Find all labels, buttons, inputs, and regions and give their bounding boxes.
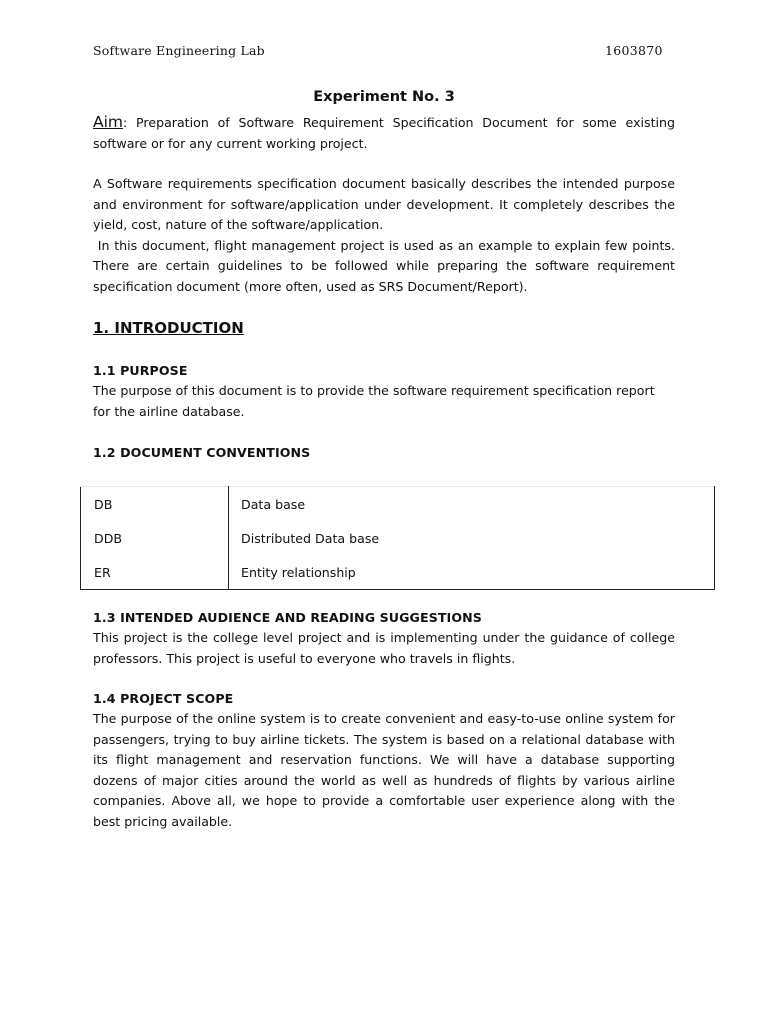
table-row (81, 555, 715, 590)
table-cell-meaning: Distributed Data base (241, 530, 380, 546)
intro-paragraph (93, 174, 680, 297)
header-course: Software Engineering Lab (93, 43, 265, 58)
aim-label: Aim (93, 113, 124, 131)
aim-paragraph (93, 112, 675, 154)
subheading-document-conventions: 1.2 DOCUMENT CONVENTIONS (93, 445, 311, 460)
page-title: Experiment No. 3 (313, 89, 455, 105)
table-row (81, 487, 715, 522)
section-heading-introduction: 1. INTRODUCTION (93, 319, 244, 337)
header-roll-number: 1603870 (605, 43, 663, 58)
subheading-purpose: 1.1 PURPOSE (93, 363, 188, 378)
table-cell-abbr: ER (81, 555, 229, 590)
table-cell-abbr: DB (81, 487, 229, 522)
purpose-text: The purpose of this document is to provide the software requirement specification report for the airline database. (93, 383, 655, 419)
table-row (81, 521, 715, 555)
subheading-intended-audience: 1.3 INTENDED AUDIENCE AND READING SUGGESTIONS (93, 610, 482, 625)
intro-paragraph-line2: In this document, flight management project is used as an example to explain few points. There are certain guidelines to be followed while preparing the software requirement specification document (more often, used as SRS Document/Report). (93, 237, 680, 294)
table-cell-abbr: DDB (81, 521, 229, 555)
table-cell-meaning: Entity relationship (241, 564, 356, 580)
scope-text: The purpose of the online system is to create convenient and easy-to-use online system for passengers, trying to buy airline tickets. The system is based on a relational database with its flight management and reservation functions. We will have a database supporting dozens of major cities around the world as well as hundreds of flights by various airline companies. Above all, we hope to provide a comfortable user experience along with the best pricing available. (93, 711, 675, 829)
intro-paragraph-line1: A Software requirements specification document basically describes the intended purpose and environment for software/application under development. It completely describes the yield, cost, nature of the software/application. (93, 176, 675, 232)
table-cell-meaning: Data base (241, 496, 306, 512)
audience-text: This project is the college level project and is implementing under the guidance of college professors. This project is useful to everyone who travels in flights. (93, 630, 675, 666)
conventions-table (80, 486, 715, 590)
subheading-project-scope: 1.4 PROJECT SCOPE (93, 691, 234, 706)
aim-text: : Preparation of Software Requirement Specification Document for some existing software or for any current working project. (93, 115, 675, 151)
